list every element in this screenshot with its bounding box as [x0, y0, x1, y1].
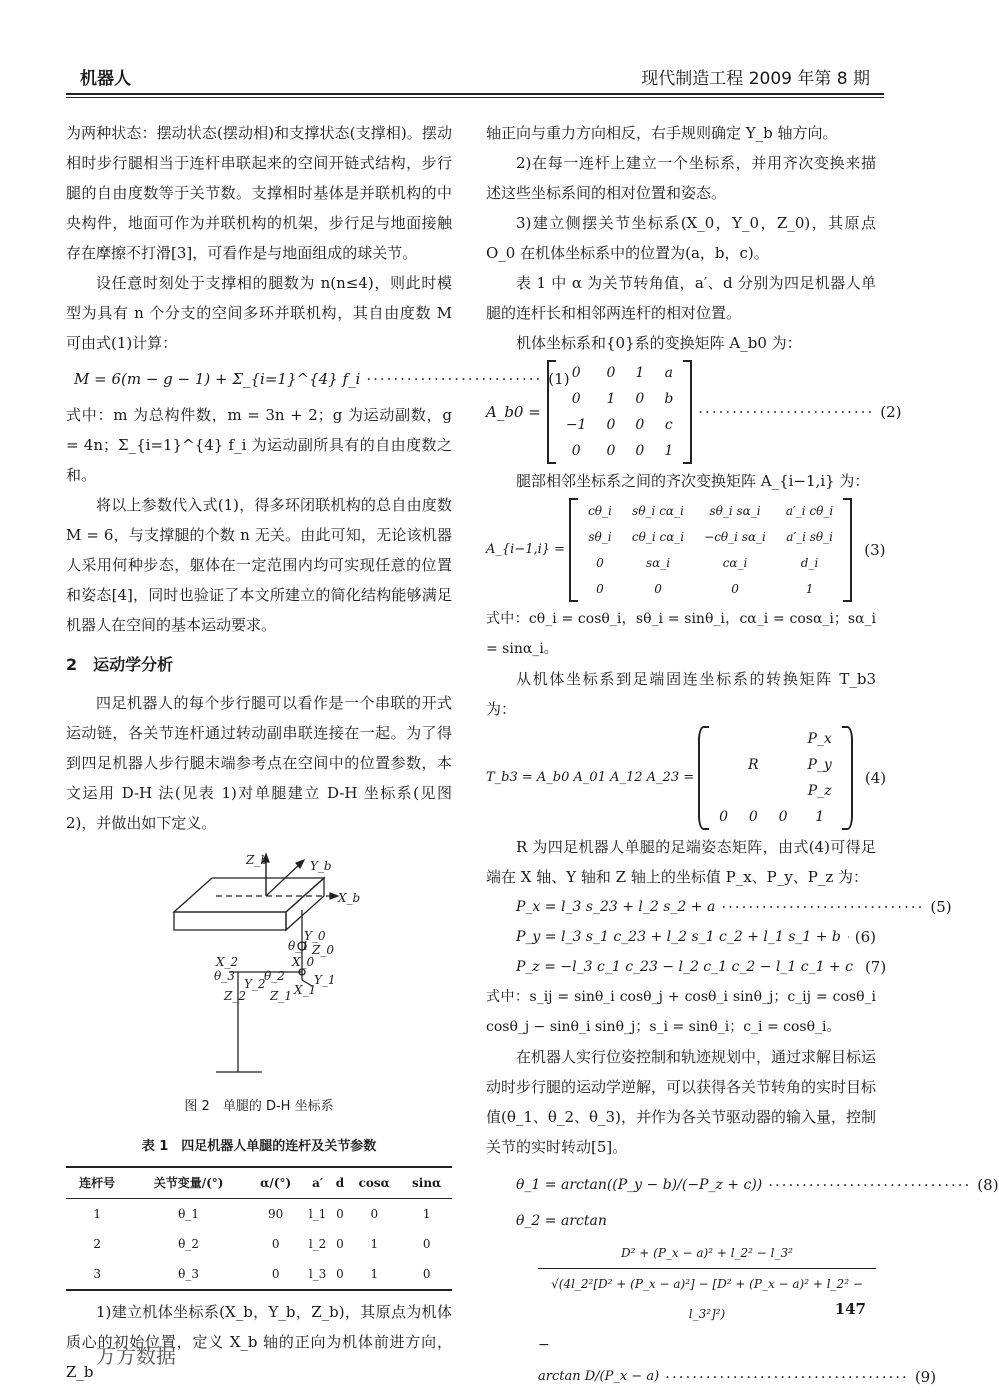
label-y1: Y_1: [314, 973, 336, 987]
label-y0: Y_0: [304, 929, 326, 943]
equation-number: (7): [864, 958, 887, 976]
table-cell: 3: [93, 1267, 101, 1281]
equation-1: [66, 364, 570, 394]
equation-9: θ_2 = arctan $\frac{\text{D² + (P\_x − a)² + l\_2² − l\_3²}}{\text{√(4l\_2²[D² + (P\_x − a)²] − [D² + (P\_x − a)² + l\_2² − l\_3²]²)}}$ − arctan D/(P_x − a) ···································· (9): [486, 1206, 876, 1392]
watermark: 万方数据: [96, 1344, 176, 1368]
equation-2: [486, 360, 902, 464]
table-cell: 0: [336, 1237, 344, 1251]
label-theta3: θ_3: [214, 969, 235, 983]
paragraph: 式中：s_ij = sinθ_i cosθ_j + cosθ_i sinθ_j；c_ij = cosθ_i cosθ_j − sinθ_i sinθ_j；s_i = sinθ_i；c_i = cosθ_i。: [486, 989, 876, 1035]
label-xb: X_b: [338, 891, 361, 905]
table-cell: 1: [370, 1237, 379, 1251]
table-header: a′: [312, 1176, 324, 1190]
fraction-denominator: √(4l_2²[D² + (P_x − a)²] − [D² + (P_x − a)² + l_2² − l_3²]²): [551, 1277, 863, 1321]
paragraph: 式中：m 为总构件数，m = 3n + 2；g 为运动副数，g = 4n；Σ_{i=1}^{4} f_i 为运动副所具有的自由度数之和。: [66, 406, 452, 484]
equation-9-tail-row: [486, 1362, 937, 1392]
table-row: [66, 1259, 452, 1290]
equation-body: P_y = l_3 s_1 c_23 + l_2 s_1 c_2 + l_1 s_1 + b: [516, 929, 841, 945]
table-cell: 0: [370, 1207, 379, 1221]
figure-caption: 图 2 单腿的 D-H 坐标系: [184, 1099, 334, 1114]
matrix-table: P_x R P_y P_z 0 0 0 1: [719, 731, 832, 825]
table-header-row: [66, 1167, 452, 1199]
label-zb: Z_b: [246, 853, 269, 867]
equation-4: [486, 726, 887, 830]
equation-number: (1): [548, 370, 570, 388]
axis-yb: [266, 862, 302, 896]
equation-8: [486, 1170, 999, 1200]
table-cell: 0: [422, 1237, 431, 1251]
section-heading: 2 运动学分析: [66, 655, 174, 674]
table-header: 关节变量/(°): [153, 1176, 224, 1190]
equation-number: (9): [914, 1368, 937, 1386]
body-slab-front: [174, 912, 286, 930]
equation-9-tail: arctan D/(P_x − a): [538, 1369, 660, 1384]
equation-6: [486, 922, 876, 952]
equation-number: (3): [864, 541, 886, 559]
table-cell: l_2: [308, 1237, 327, 1251]
figure-2: [66, 850, 452, 1122]
label-yb: Y_b: [310, 859, 332, 873]
table-row: [66, 1229, 452, 1259]
header-rule-thin: [66, 97, 884, 98]
paragraph: 四足机器人的每个步行腿可以看作是一个串联的开式运动链，各关节连杆通过转动副串联连接在一起。为了得到四足机器人步行腿末端参考点在空间中的位置参数，本文运用 D-H 法(见表 1)对单腿建立 D-H 坐标系(见图 2)，并做出如下定义。: [66, 694, 452, 832]
header-left: 机器人: [80, 69, 131, 89]
body-slab-side: [286, 878, 324, 930]
paragraph: 表 1 中 α 为关节转角值，a′、d 分别为四足机器人单腿的连杆长和相邻两连杆的相对位置。: [486, 274, 876, 322]
matrix-table: 0 0 1 a 0 1 0 b −1 0 0 c 0 0 0 1: [565, 365, 674, 459]
paragraph: 3)建立侧摆关节坐标系(X_0，Y_0，Z_0)，其原点 O_0 在机体坐标系中的位置为(a，b，c)。: [486, 214, 876, 262]
table-header: cosα: [358, 1176, 390, 1190]
equation-9-fraction: [538, 1238, 876, 1329]
equation-7: [486, 952, 887, 982]
table-cell: 1: [370, 1267, 379, 1281]
leader-dots: ··························: [366, 370, 543, 388]
label-y2: Y_2: [244, 977, 266, 991]
paragraph: 将以上参数代入式(1)，得多环闭联机构的总自由度数 M = 6，与支撑腿的个数 n 无关。由此可知，无论该机器人采用何种步态，躯体在一定范围内均可实现任意的位置和姿态[4]，同时也验证了本文所建立的简化结构能够满足机器人在空间的基本运动要求。: [66, 496, 452, 634]
paragraph: 轴正向与重力方向相反，右手规则确定 Y_b 轴方向。: [486, 124, 838, 142]
equation-number: (6): [854, 928, 876, 946]
equation-5: [486, 892, 952, 922]
leader-dots: ····································: [665, 1368, 909, 1386]
matrix-ab0: [547, 360, 692, 464]
equation-body: P_z = −l_3 c_1 c_23 − l_2 c_1 c_2 − l_1 c_1 + c: [516, 959, 853, 975]
equation-body: P_x = l_3 s_23 + l_2 s_2 + a: [516, 899, 716, 915]
table-cell: 2: [93, 1237, 101, 1251]
equation-number: (2): [880, 403, 902, 421]
equation-number: (4): [864, 769, 887, 787]
table-cell: 1: [422, 1207, 431, 1221]
matrix-a: [569, 498, 852, 602]
table-cell: l_3: [308, 1267, 327, 1281]
table-cell: 0: [336, 1207, 344, 1221]
equation-lhs: A_{i−1,i} =: [486, 542, 566, 557]
table-cell: 0: [422, 1267, 431, 1281]
body-slab-top: [174, 878, 324, 912]
equation-3: [486, 498, 886, 602]
header-rule: [66, 93, 884, 95]
table-row: [66, 1199, 452, 1230]
paragraph: 从机体坐标系到足端固连坐标系的转换矩阵 T_b3 为：: [486, 670, 876, 718]
table-caption: 表 1 四足机器人单腿的连杆及关节参数: [141, 1139, 377, 1154]
label-x1: X_1: [294, 983, 317, 997]
table-cell: θ_1: [178, 1207, 199, 1221]
label-z2: Z_2: [224, 989, 246, 1003]
leader-dots: [847, 922, 849, 952]
equation-9-head: θ_2 = arctan: [516, 1213, 607, 1229]
table-cell: 0: [271, 1267, 280, 1281]
table-header: 连杆号: [79, 1176, 116, 1190]
label-theta1: θ_1: [288, 939, 309, 953]
table-header: sinα: [412, 1176, 442, 1190]
table-cell: 0: [271, 1237, 280, 1251]
label-theta2: θ_2: [264, 969, 285, 983]
label-z1: Z_1: [270, 989, 292, 1003]
matrix-table: cθ_i sθ_i cα_i sθ_i sα_i a′_i cθ_i sθ_i cθ_i cα_i −cθ_i sα_i a′_i sθ_i 0 sα_i cα_i d_i 0 0 0 1: [588, 504, 834, 596]
label-z0: Z_0: [312, 943, 334, 957]
table-cell: 90: [268, 1207, 284, 1221]
table-cell: l_1: [308, 1207, 327, 1221]
header-right: 现代制造工程 2009 年第 8 期: [641, 69, 870, 89]
paragraph: 2)在每一连杆上建立一个坐标系，并用齐次变换来描述这些坐标系间的相对位置和姿态。: [486, 154, 876, 202]
equation-number: (8): [977, 1176, 999, 1194]
label-x2: X_2: [216, 955, 239, 969]
equation-body: θ_1 = arctan((P_y − b)/(−P_z + c)): [516, 1177, 763, 1193]
table-cell: θ_3: [178, 1267, 199, 1281]
page-number: 147: [834, 1300, 866, 1318]
leader-dots: ··························: [698, 403, 875, 421]
paragraph: 设任意时刻处于支撑相的腿数为 n(n≤4)，则此时模型为具有 n 个分支的空间多环并联机构，其自由度数 M 可由式(1)计算：: [66, 274, 452, 352]
equation-lhs: T_b3 = A_b0 A_01 A_12 A_23 =: [486, 770, 695, 785]
link-parameter-table: [66, 1166, 452, 1291]
equation-number: (5): [930, 898, 952, 916]
paragraph: 在机器人实行位姿控制和轨迹规划中，通过求解目标运动时步行腿的运动学逆解，可以获得各关节转角的实时目标值(θ_1、θ_2、θ_3)，并作为各关节驱动器的输入量，控制关节的实时转动[5]。: [486, 1048, 877, 1156]
matrix-tb3: [698, 726, 853, 830]
table-cell: θ_2: [178, 1237, 199, 1251]
paragraph: 为两种状态：摆动状态(摆动相)和支撑状态(支撑相)。摆动相时步行腿相当于连杆串联起来的空间开链式结构，步行腿的自由度数等于关节数。支撑相时基体是并联机构的中央构件，地面可作为并联机构的机架，步行足与地面接触存在摩擦不打滑[3]，可看作是与地面组成的球关节。: [66, 124, 452, 262]
paragraph: R 为四足机器人单腿的足端姿态矩阵，由式(4)可得足端在 X 轴、Y 轴和 Z 轴上的坐标值 P_x、P_y、P_z 为：: [486, 838, 876, 886]
dh-frame-diagram: [66, 850, 452, 1082]
table-header: d: [335, 1176, 345, 1190]
paragraph: 式中：cθ_i = cosθ_i，sθ_i = sinθ_i，cα_i = cosα_i；sα_i = sinα_i。: [486, 611, 876, 657]
fraction-numerator: D² + (P_x − a)² + l_2² − l_3²: [538, 1238, 876, 1269]
label-x0: X_0: [292, 955, 315, 969]
paragraph: 机体坐标系和{0}系的变换矩阵 A_b0 为：: [516, 334, 802, 352]
equation-lhs: A_b0 =: [486, 403, 541, 421]
right-column: [486, 118, 999, 1392]
paragraph: 腿部相邻坐标系之间的齐次变换矩阵 A_{i−1,i} 为：: [516, 472, 870, 490]
table-cell: 0: [336, 1267, 344, 1281]
leader-dots: ······························: [721, 898, 925, 916]
paragraph: 1)建立机体坐标系(X_b，Y_b，Z_b)，其原点为机体质心的初始位置，定义 X_b 轴的正向为机体前进方向，Z_b: [66, 1303, 452, 1381]
equation-1-body: M = 6(m − g − 1) + Σ_{i=1}^{4} f_i: [74, 370, 361, 388]
leader-dots: ······························: [768, 1176, 972, 1194]
table-cell: 1: [93, 1207, 101, 1221]
table-header: α/(°): [260, 1176, 292, 1190]
